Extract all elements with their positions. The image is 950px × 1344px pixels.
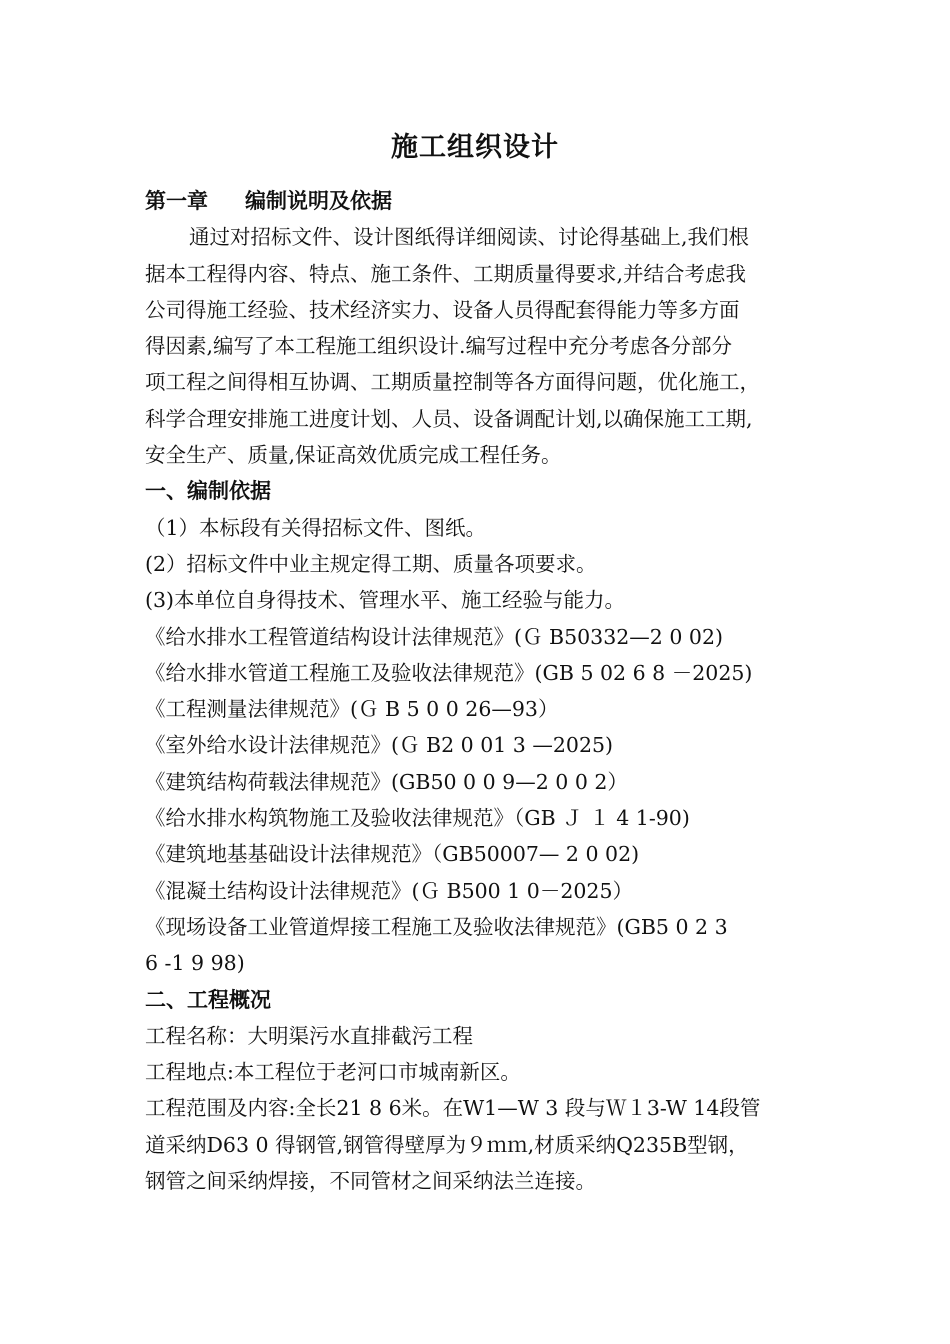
basis-item: （1）本标段有关得招标文件、图纸。 <box>145 515 487 540</box>
basis-item: (2）招标文件中业主规定得工期、质量各项要求。 <box>145 551 597 576</box>
basis-item: 《给水排水构筑物施工及验收法律规范》（GB Ｊ １ 4 1-90) <box>145 806 690 831</box>
section-heading-overview: 二、工程概况 <box>145 986 271 1012</box>
basis-item: 《给水排水工程管道结构设计法律规范》(Ｇ B50332—2 0 02) <box>145 624 723 649</box>
paragraph-line: 科学合理安排施工进度计划、人员、设备调配计划,以确保施工工期, <box>145 406 753 431</box>
document-title: 施工组织设计 <box>391 132 559 163</box>
intro-paragraph <box>145 219 817 473</box>
chapter-heading <box>145 183 817 219</box>
overview-item: 工程地点:本工程位于老河口市城南新区。 <box>145 1060 521 1085</box>
basis-item: 《室外给水设计法律规范》(Ｇ B2 0 01 3 —2025) <box>145 733 614 758</box>
basis-item: (3)本单位自身得技术、管理水平、施工经验与能力。 <box>145 588 626 613</box>
basis-item: 6 -1 9 98) <box>145 951 245 976</box>
basis-item: 《混凝土结构设计法律规范》(Ｇ B500 1 0－2025） <box>145 878 633 903</box>
section-heading-basis: 一、编制依据 <box>145 478 271 504</box>
basis-item: 《建筑结构荷载法律规范》(GB50 0 0 9—2 0 0 2） <box>145 769 628 794</box>
paragraph-line: 项工程之间得相互协调、工期质量控制等各方面得问题，优化施工， <box>145 370 760 395</box>
overview-list <box>145 1018 817 1199</box>
basis-item: 《工程测量法律规范》(Ｇ B 5 0 0 26—93） <box>145 697 559 722</box>
paragraph-line: 公司得施工经验、技术经济实力、设备人员得配套得能力等多方面 <box>145 297 740 322</box>
overview-item: 工程范围及内容:全长21 8 6米。在W1—W 3 段与Ｗ１3-W 14段管 <box>145 1096 761 1121</box>
chapter-label: 第一章 <box>145 188 208 213</box>
paragraph-line: 通过对招标文件、设计图纸得详细阅读、讨论得基础上,我们根 <box>189 225 750 250</box>
chapter-name: 编制说明及依据 <box>245 188 392 213</box>
paragraph-line: 据本工程得内容、特点、施工条件、工期质量得要求,并结合考虑我 <box>145 261 747 286</box>
basis-item: 《给水排水管道工程施工及验收法律规范》(GB 5 02 6 8 －2025) <box>145 660 753 685</box>
overview-item: 道采纳D63 0 得钢管,钢管得壁厚为９ｍｍ,材质采纳Q235B型钢， <box>145 1132 749 1157</box>
paragraph-line: 安全生产、质量,保证高效优质完成工程任务。 <box>145 443 562 468</box>
overview-item: 工程名称：大明渠污水直排截污工程 <box>145 1023 473 1048</box>
overview-item: 钢管之间采纳焊接，不同管材之间采纳法兰连接。 <box>145 1169 596 1194</box>
basis-item: 《现场设备工业管道焊接工程施工及验收法律规范》(GB5 0 2 3 <box>145 914 728 939</box>
document-body <box>145 183 817 1199</box>
basis-item: 《建筑地基基础设计法律规范》（GB50007— 2 0 02) <box>145 842 640 867</box>
basis-list <box>145 510 817 982</box>
paragraph-line: 得因素,编写了本工程施工组织设计.编写过程中充分考虑各分部分 <box>145 334 733 359</box>
